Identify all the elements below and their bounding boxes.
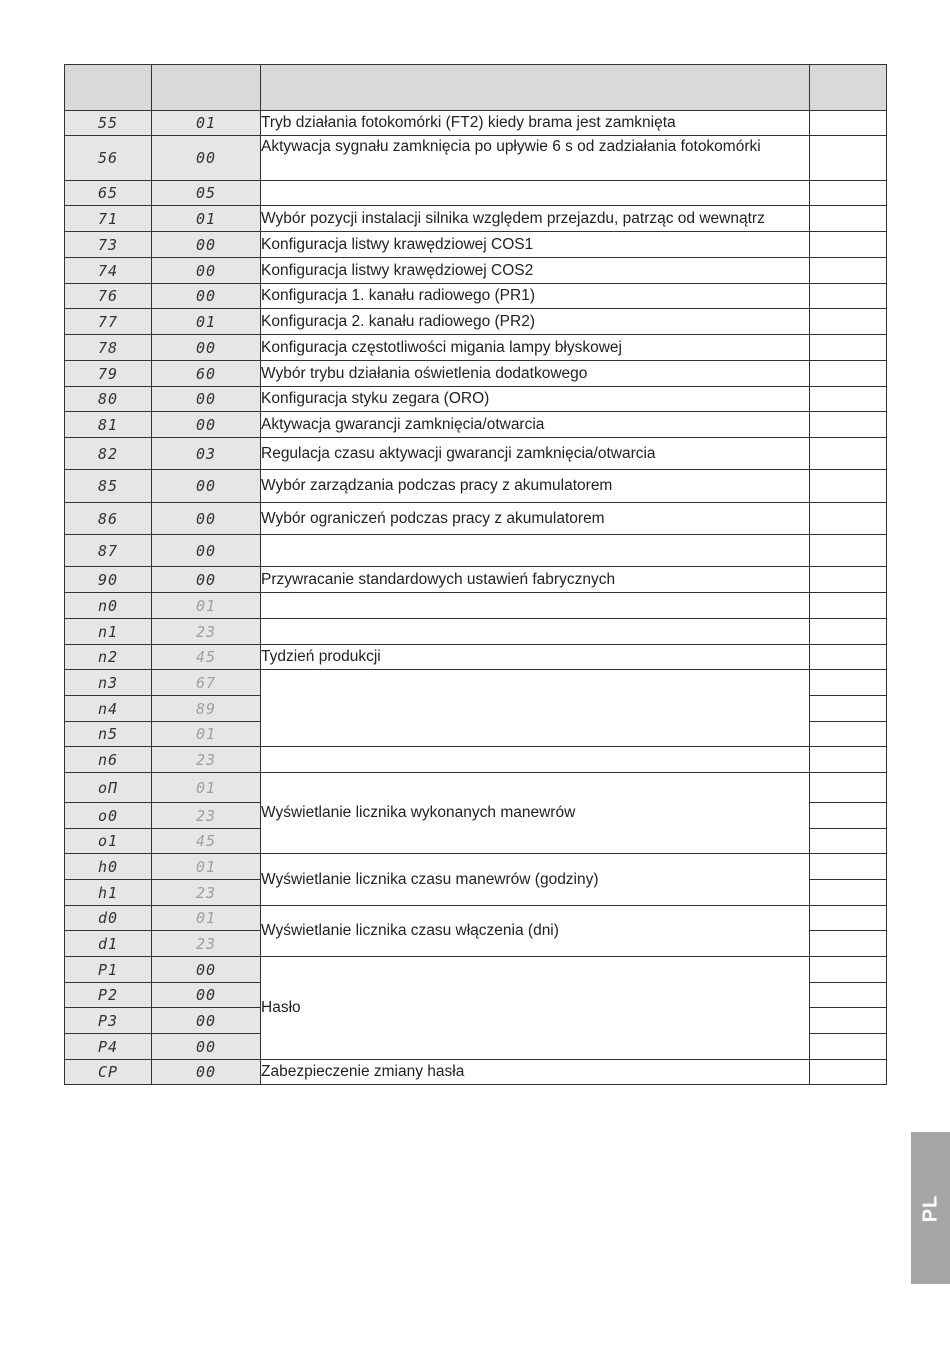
row-setting-cell <box>810 181 887 206</box>
row-value: 23 <box>152 747 261 773</box>
row-value: 00 <box>152 1008 261 1034</box>
row-setting-cell <box>810 1034 887 1060</box>
row-code: 85 <box>65 470 152 503</box>
row-setting-cell <box>810 957 887 983</box>
row-setting-cell <box>810 722 887 747</box>
row-code: n3 <box>65 670 152 696</box>
row-value: 23 <box>152 931 261 957</box>
language-tab-label: PL <box>919 1194 941 1222</box>
row-value: 00 <box>152 136 261 181</box>
row-code: n6 <box>65 747 152 773</box>
row-value: 00 <box>152 335 261 361</box>
row-setting-cell <box>810 803 887 829</box>
row-code: d0 <box>65 906 152 931</box>
row-code: 78 <box>65 335 152 361</box>
row-description: Hasło <box>261 957 810 1060</box>
row-code: 71 <box>65 206 152 232</box>
table-row <box>65 535 887 567</box>
row-code: 74 <box>65 258 152 284</box>
table-row <box>65 284 887 309</box>
row-value: 00 <box>152 567 261 593</box>
row-code: oΠ <box>65 773 152 803</box>
header-code <box>65 65 152 111</box>
row-code: h0 <box>65 854 152 880</box>
row-code: 87 <box>65 535 152 567</box>
row-description: Wyświetlanie licznika czasu włączenia (dni) <box>261 906 810 957</box>
row-value: 00 <box>152 284 261 309</box>
row-value: 23 <box>152 880 261 906</box>
row-setting-cell <box>810 593 887 619</box>
row-value: 00 <box>152 957 261 983</box>
row-setting-cell <box>810 670 887 696</box>
table-row <box>65 619 887 645</box>
row-description: Zabezpieczenie zmiany hasła <box>261 1060 810 1085</box>
row-value: 01 <box>152 854 261 880</box>
row-description: Tryb działania fotokomórki (FT2) kiedy brama jest zamknięta <box>261 111 810 136</box>
row-code: 81 <box>65 412 152 438</box>
row-description: Regulacja czasu aktywacji gwarancji zamknięcia/otwarcia <box>261 438 810 470</box>
row-setting-cell <box>810 111 887 136</box>
row-setting-cell <box>810 470 887 503</box>
row-description: Konfiguracja 2. kanału radiowego (PR2) <box>261 309 810 335</box>
row-description <box>261 747 810 773</box>
row-value: 67 <box>152 670 261 696</box>
row-value: 23 <box>152 803 261 829</box>
row-value: 01 <box>152 111 261 136</box>
row-code: CP <box>65 1060 152 1085</box>
row-value: 89 <box>152 696 261 722</box>
row-setting-cell <box>810 1008 887 1034</box>
table-row <box>65 645 887 670</box>
row-description <box>261 593 810 619</box>
language-tab <box>911 1132 950 1284</box>
row-description <box>261 181 810 206</box>
row-value: 00 <box>152 1060 261 1085</box>
row-description: Wybór ograniczeń podczas pracy z akumulatorem <box>261 503 810 535</box>
row-setting-cell <box>810 854 887 880</box>
header-value <box>152 65 261 111</box>
row-setting-cell <box>810 880 887 906</box>
row-value: 00 <box>152 258 261 284</box>
row-description: Konfiguracja listwy krawędziowej COS1 <box>261 232 810 258</box>
row-description <box>261 619 810 645</box>
row-code: n2 <box>65 645 152 670</box>
header-description <box>261 65 810 111</box>
row-description <box>261 535 810 567</box>
row-code: P3 <box>65 1008 152 1034</box>
row-value: 00 <box>152 503 261 535</box>
row-value: 01 <box>152 906 261 931</box>
header-setting <box>810 65 887 111</box>
row-value: 00 <box>152 1034 261 1060</box>
table-row <box>65 111 887 136</box>
row-code: 90 <box>65 567 152 593</box>
row-code: o0 <box>65 803 152 829</box>
row-code: 76 <box>65 284 152 309</box>
row-setting-cell <box>810 284 887 309</box>
row-value: 00 <box>152 470 261 503</box>
row-code: o1 <box>65 829 152 854</box>
row-description: Konfiguracja listwy krawędziowej COS2 <box>261 258 810 284</box>
table-row <box>65 181 887 206</box>
row-description: Konfiguracja częstotliwości migania lampy błyskowej <box>261 335 810 361</box>
row-value: 01 <box>152 309 261 335</box>
parameter-table <box>64 64 887 1085</box>
row-setting-cell <box>810 503 887 535</box>
row-code: 80 <box>65 387 152 412</box>
row-setting-cell <box>810 361 887 387</box>
table-row <box>65 670 887 696</box>
row-setting-cell <box>810 906 887 931</box>
row-description: Konfiguracja styku zegara (ORO) <box>261 387 810 412</box>
table-row <box>65 232 887 258</box>
row-setting-cell <box>810 335 887 361</box>
row-setting-cell <box>810 258 887 284</box>
row-code: P2 <box>65 983 152 1008</box>
row-value: 00 <box>152 535 261 567</box>
row-description: Aktywacja sygnału zamknięcia po upływie 6 s od zadziałania fotokomórki <box>261 136 810 181</box>
row-code: 56 <box>65 136 152 181</box>
table-row <box>65 258 887 284</box>
row-code: n4 <box>65 696 152 722</box>
row-code: 73 <box>65 232 152 258</box>
row-code: 77 <box>65 309 152 335</box>
row-setting-cell <box>810 412 887 438</box>
row-setting-cell <box>810 696 887 722</box>
row-setting-cell <box>810 983 887 1008</box>
row-setting-cell <box>810 438 887 470</box>
row-value: 00 <box>152 983 261 1008</box>
row-description: Aktywacja gwarancji zamknięcia/otwarcia <box>261 412 810 438</box>
row-setting-cell <box>810 645 887 670</box>
row-value: 00 <box>152 412 261 438</box>
table-row <box>65 854 887 880</box>
row-code: 79 <box>65 361 152 387</box>
table-row <box>65 957 887 983</box>
row-code: P1 <box>65 957 152 983</box>
row-value: 01 <box>152 206 261 232</box>
row-setting-cell <box>810 747 887 773</box>
row-value: 03 <box>152 438 261 470</box>
row-code: n5 <box>65 722 152 747</box>
row-code: d1 <box>65 931 152 957</box>
row-code: 65 <box>65 181 152 206</box>
row-setting-cell <box>810 567 887 593</box>
row-description: Wyświetlanie licznika czasu manewrów (godziny) <box>261 854 810 906</box>
row-value: 00 <box>152 232 261 258</box>
row-description: Wybór trybu działania oświetlenia dodatkowego <box>261 361 810 387</box>
row-description: Konfiguracja 1. kanału radiowego (PR1) <box>261 284 810 309</box>
row-value: 05 <box>152 181 261 206</box>
row-description: Wyświetlanie licznika wykonanych manewrów <box>261 773 810 854</box>
row-setting-cell <box>810 535 887 567</box>
row-value: 01 <box>152 773 261 803</box>
row-code: 82 <box>65 438 152 470</box>
table-row <box>65 335 887 361</box>
table-row <box>65 567 887 593</box>
table-row <box>65 906 887 931</box>
table-row <box>65 747 887 773</box>
table-row <box>65 1060 887 1085</box>
row-code: 86 <box>65 503 152 535</box>
table-row <box>65 470 887 503</box>
row-description <box>261 670 810 747</box>
row-setting-cell <box>810 829 887 854</box>
row-description: Wybór pozycji instalacji silnika względem przejazdu, patrząc od wewnątrz <box>261 206 810 232</box>
row-value: 00 <box>152 387 261 412</box>
row-code: h1 <box>65 880 152 906</box>
row-description: Wybór zarządzania podczas pracy z akumulatorem <box>261 470 810 503</box>
row-setting-cell <box>810 773 887 803</box>
row-code: P4 <box>65 1034 152 1060</box>
row-value: 01 <box>152 722 261 747</box>
table-row <box>65 412 887 438</box>
row-code: 55 <box>65 111 152 136</box>
row-setting-cell <box>810 619 887 645</box>
table-row <box>65 773 887 803</box>
table-row <box>65 361 887 387</box>
row-value: 60 <box>152 361 261 387</box>
row-setting-cell <box>810 309 887 335</box>
row-code: n1 <box>65 619 152 645</box>
row-setting-cell <box>810 136 887 181</box>
row-code: n0 <box>65 593 152 619</box>
row-setting-cell <box>810 1060 887 1085</box>
table-row <box>65 206 887 232</box>
row-value: 23 <box>152 619 261 645</box>
row-value: 01 <box>152 593 261 619</box>
table-row <box>65 503 887 535</box>
row-setting-cell <box>810 206 887 232</box>
table-row <box>65 593 887 619</box>
row-setting-cell <box>810 232 887 258</box>
table-row <box>65 136 887 181</box>
table-row <box>65 387 887 412</box>
table-row <box>65 309 887 335</box>
table-row <box>65 438 887 470</box>
table-header-row <box>65 65 887 111</box>
row-setting-cell <box>810 387 887 412</box>
row-value: 45 <box>152 829 261 854</box>
row-value: 45 <box>152 645 261 670</box>
row-setting-cell <box>810 931 887 957</box>
row-description: Przywracanie standardowych ustawień fabrycznych <box>261 567 810 593</box>
row-description: Tydzień produkcji <box>261 645 810 670</box>
